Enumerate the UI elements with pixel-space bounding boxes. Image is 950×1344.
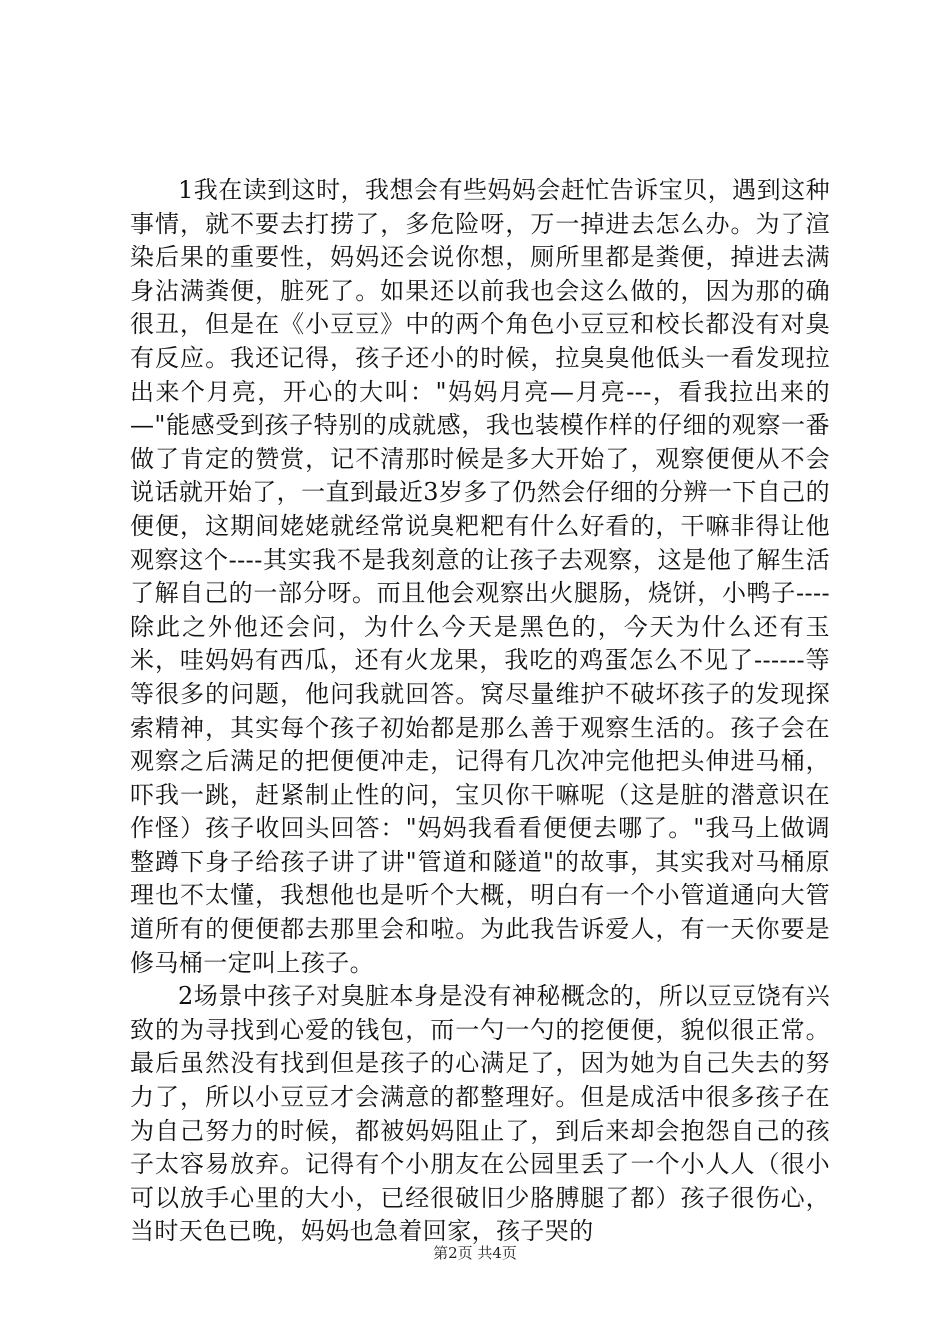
paragraph-1: 1我在读到这时，我想会有些妈妈会赶忙告诉宝贝，遇到这种事情，就不要去打捞了，多危险呀，万一掉进去怎么办。为了渲染后果的重要性，妈妈还会说你想，厕所里都是粪便，掉进去满身沾满粪便，脏死了。如果还以前我也会这么做的，因为那的确很丑，但是在《小豆豆》中的两个角色小豆豆和校长都没有对臭有反应。我还记得，孩子还小的时候，拉臭臭他低头一看发现拉出来个月亮，开心的大叫："妈妈月亮—月亮---，看我拉出来的—"能感受到孩子特别的成就感，我也装模作样的仔细的观察一番做了肯定的赞赏，记不清那时候是多大开始了，观察便便从不会说话就开始了，一直到最近3岁多了仍然会仔细的分辨一下自己的便便，这期间姥姥就经常说臭粑粑有什么好看的，干嘛非得让他观察这个----其实我不是我刻意的让孩子去观察，这是他了解生活了解自己的一部分呀。而且他会观察出火腿肠，烧饼，小鸭子----除此之外他还会问，为什么今天是黑色的，今天为什么还有玉米，哇妈妈有西瓜，还有火龙果，我吃的鸡蛋怎么不见了------等等很多的问题，他问我就回答。窝尽量维护不破坏孩子的发现探索精神，其实每个孩子初始都是那么善于观察生活的。孩子会在观察之后满足的把便便冲走，记得有几次冲完他把头伸进马桶，吓我一跳，赶紧制止性的问，宝贝你干嘛呢（这是脏的潜意识在作怪）孩子收回头回答："妈妈我看看便便去哪了。"我马上做调整蹲下身子给孩子讲了讲"管道和隧道"的故事，其实我对马桶原理也不太懂，我想他也是听个大概，明白有一个小管道通向大管道所有的便便都去那里会和啦。为此我告诉爱人，有一天你要是修马桶一定叫上孩子。	[130, 176, 830, 977]
paragraph-2: 2场景中孩子对臭脏本身是没有神秘概念的，所以豆豆饶有兴致的为寻找到心爱的钱包，而一勺一勺的挖便便，貌似很正常。最后虽然没有找到但是孩子的心满足了，因为她为自己失去的努力了，所以小豆豆才会满意的都整理好。但是成活中很多孩子在为自己努力的时候，都被妈妈阻止了，到后来却会抱怨自己的孩子太容易放弃。记得有个小朋友在公园里丢了一个小人人（很小可以放手心里的大小，已经很破旧少胳膊腿了都）孩子很伤心，当时天色已晚，妈妈也急着回家，孩子哭的	[130, 982, 830, 1246]
document-body	[130, 174, 830, 1249]
page-footer: 第2页 共4页	[433, 1244, 517, 1262]
